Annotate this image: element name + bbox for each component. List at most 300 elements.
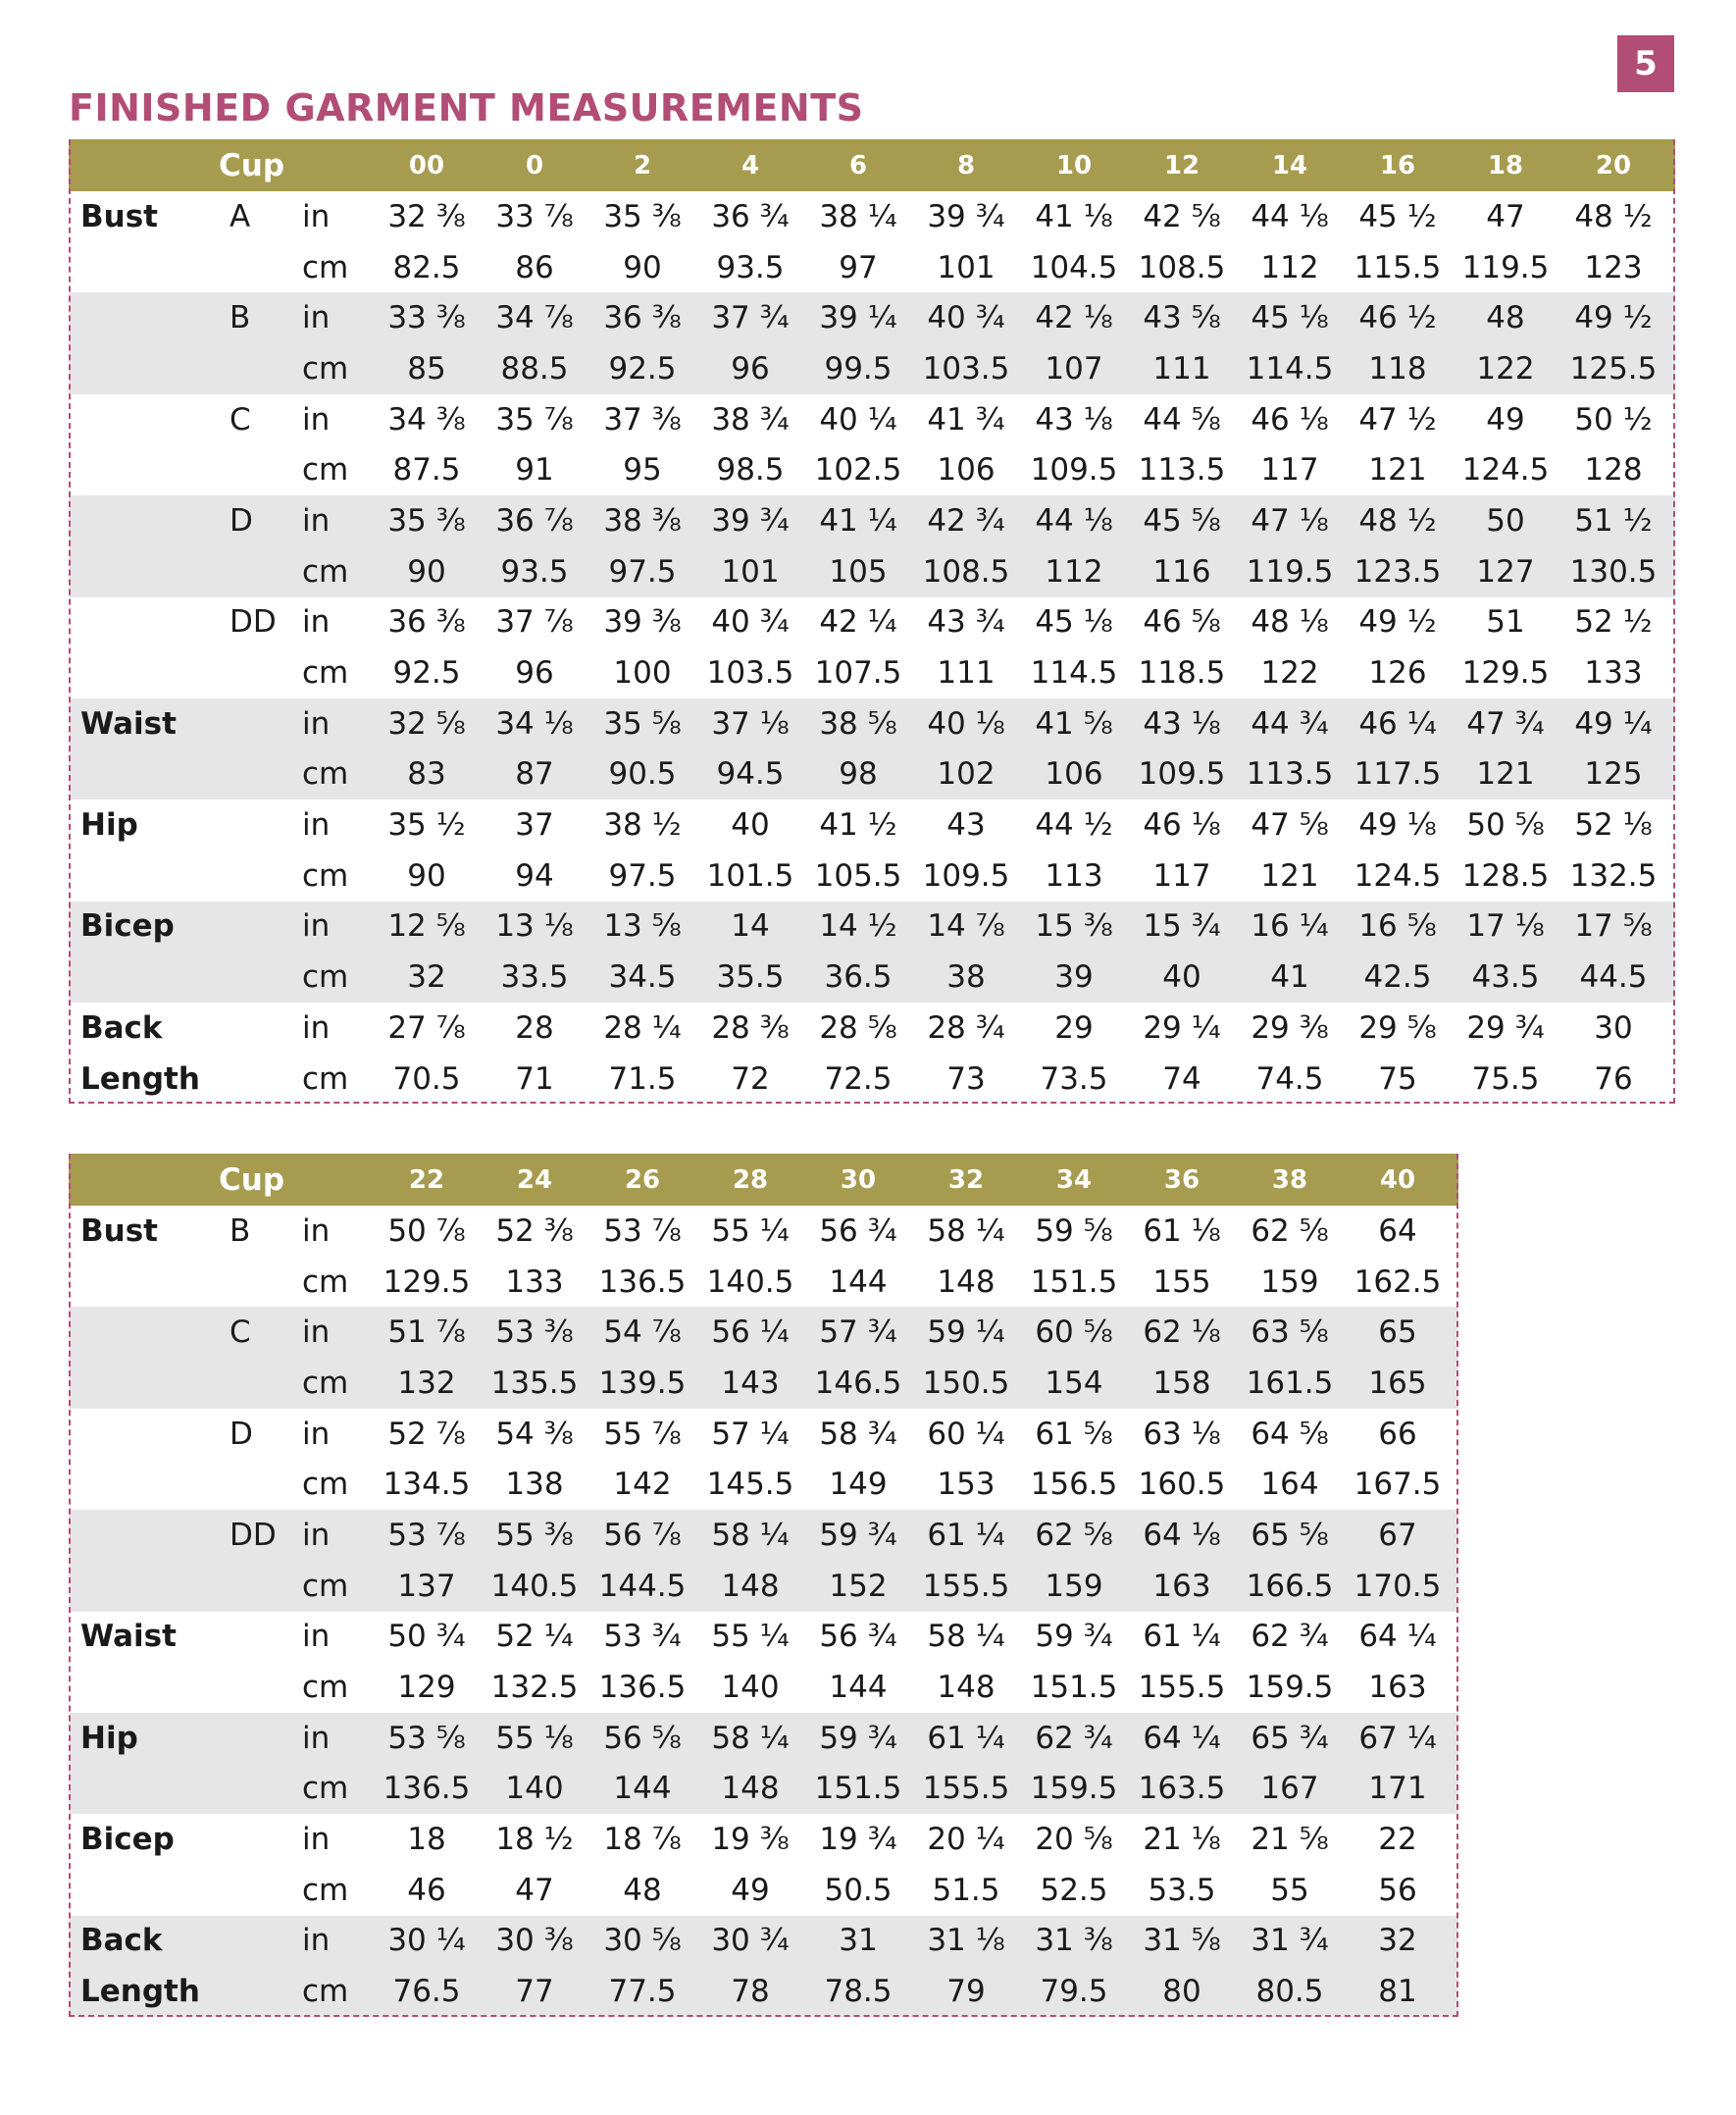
header-size-cell: 40 — [1379, 1164, 1416, 1195]
measurement-value: 163.5 — [1138, 1771, 1226, 1807]
unit-label: cm — [302, 857, 349, 894]
measurement-value: 100 — [613, 655, 672, 692]
measurement-value: 41 ¾ — [927, 401, 1005, 438]
header-size-cell: 34 — [1055, 1164, 1093, 1195]
measurement-value: 39 ¾ — [927, 198, 1005, 234]
table-row — [69, 647, 1675, 698]
measurement-value: 37 ⅞ — [495, 604, 574, 641]
measurement-value: 31 ⅛ — [927, 1923, 1005, 1959]
table-row — [69, 343, 1675, 394]
measurement-value: 52 ⅞ — [387, 1416, 466, 1452]
measurement-value: 119.5 — [1246, 553, 1334, 590]
measurement-value: 118 — [1368, 350, 1427, 387]
header-cup-label: Cup — [219, 1161, 285, 1198]
measurement-value: 65 ¾ — [1251, 1720, 1329, 1756]
unit-label: cm — [302, 1060, 349, 1097]
unit-label: in — [302, 401, 331, 438]
measurement-value: 29 ⅝ — [1358, 1009, 1437, 1046]
measurement-label: Length — [80, 1974, 200, 2010]
measurement-value: 37 ⅛ — [711, 705, 790, 742]
measurement-value: 101 — [721, 553, 780, 590]
measurement-value: 118.5 — [1138, 655, 1226, 692]
page-title: FINISHED GARMENT MEASUREMENTS — [69, 86, 864, 129]
measurement-value: 56 — [1378, 1872, 1417, 1908]
header-size-cell: 14 — [1271, 150, 1308, 181]
measurement-value: 107.5 — [814, 655, 902, 692]
measurement-label: Bicep — [80, 908, 175, 945]
measurement-value: 164 — [1260, 1467, 1319, 1503]
measurement-value: 48 — [623, 1872, 662, 1908]
measurement-value: 93.5 — [500, 553, 569, 590]
measurement-value: 75.5 — [1471, 1060, 1540, 1097]
unit-label: in — [302, 908, 331, 945]
measurement-value: 48 ½ — [1358, 502, 1437, 539]
measurement-value: 28 ⅜ — [711, 1009, 790, 1046]
measurement-value: 64 ⅛ — [1143, 1517, 1221, 1553]
measurement-value: 49 ½ — [1358, 604, 1437, 641]
measurement-value: 43 ⅛ — [1143, 705, 1221, 742]
measurement-label: Length — [80, 1060, 200, 1097]
measurement-value: 47 ¾ — [1466, 705, 1545, 742]
measurement-value: 58 ¼ — [927, 1212, 1005, 1249]
measurement-value: 103.5 — [706, 655, 794, 692]
measurement-value: 46 ¼ — [1358, 705, 1437, 742]
measurement-value: 64 ⅝ — [1251, 1416, 1329, 1452]
measurement-value: 58 ¼ — [927, 1619, 1005, 1655]
measurement-value: 52 ¼ — [495, 1619, 574, 1655]
measurement-value: 43.5 — [1471, 959, 1540, 996]
header-size-cell: 18 — [1487, 150, 1524, 181]
measurement-value: 106 — [937, 452, 996, 489]
cup-size-label: DD — [230, 604, 277, 641]
measurement-value: 127 — [1476, 553, 1535, 590]
measurement-value: 50 — [1486, 502, 1525, 539]
measurement-value: 142 — [613, 1467, 672, 1503]
measurement-value: 151.5 — [1030, 1264, 1118, 1300]
measurement-value: 55 — [1270, 1872, 1309, 1908]
measurement-value: 60 ⅝ — [1035, 1315, 1113, 1351]
table-row — [69, 1459, 1458, 1510]
measurement-value: 137 — [397, 1568, 456, 1604]
measurement-value: 61 ¼ — [1143, 1619, 1221, 1655]
measurement-value: 35 ⅞ — [495, 401, 574, 438]
measurement-value: 50.5 — [824, 1872, 893, 1908]
measurement-value: 170.5 — [1353, 1568, 1442, 1604]
table-row — [69, 1561, 1458, 1612]
measurement-value: 49 — [731, 1872, 770, 1908]
measurement-value: 59 ¾ — [1035, 1619, 1113, 1655]
measurement-value: 153 — [937, 1467, 996, 1503]
header-size-cell: 32 — [947, 1164, 985, 1195]
measurement-value: 139.5 — [598, 1365, 687, 1401]
measurement-value: 40 — [731, 807, 770, 844]
measurement-value: 42 ¾ — [927, 502, 1005, 539]
measurement-value: 39 ¾ — [711, 502, 790, 539]
measurement-value: 50 ½ — [1574, 401, 1653, 438]
measurement-value: 40 ¾ — [711, 604, 790, 641]
header-size-cell: 30 — [840, 1164, 877, 1195]
measurement-value: 30 ¼ — [387, 1923, 466, 1959]
measurement-value: 159.5 — [1030, 1771, 1118, 1807]
measurement-value: 99.5 — [824, 350, 893, 387]
measurement-value: 155.5 — [1138, 1670, 1226, 1706]
header-size-cell: 38 — [1271, 1164, 1308, 1195]
measurement-label: Back — [80, 1923, 163, 1959]
measurement-value: 111 — [1152, 350, 1211, 387]
measurement-value: 49 — [1486, 401, 1525, 438]
cup-size-label: A — [230, 198, 251, 234]
measurement-value: 31 — [839, 1923, 878, 1959]
measurement-value: 41 ⅛ — [1035, 198, 1113, 234]
measurement-value: 59 ¾ — [819, 1517, 897, 1553]
measurement-value: 53 ⅞ — [387, 1517, 466, 1553]
unit-label: cm — [302, 1568, 349, 1604]
measurement-value: 104.5 — [1030, 249, 1118, 285]
measurement-value: 101 — [937, 249, 996, 285]
measurement-value: 46 ½ — [1358, 300, 1437, 336]
unit-label: cm — [302, 553, 349, 590]
measurement-value: 63 ⅛ — [1143, 1416, 1221, 1452]
measurement-value: 38 ⅜ — [603, 502, 682, 539]
measurement-value: 32 ⅝ — [387, 705, 466, 742]
measurement-value: 121 — [1368, 452, 1427, 489]
unit-label: in — [302, 1315, 331, 1351]
unit-label: cm — [302, 1467, 349, 1503]
measurement-value: 63 ⅝ — [1251, 1315, 1329, 1351]
measurement-value: 28 ⅝ — [819, 1009, 897, 1046]
measurement-value: 30 ⅜ — [495, 1923, 574, 1959]
measurement-value: 17 ⅝ — [1574, 908, 1653, 945]
measurement-value: 97.5 — [608, 553, 677, 590]
measurement-value: 58 ¼ — [711, 1517, 790, 1553]
measurement-value: 28 ¼ — [603, 1009, 682, 1046]
measurement-value: 29 ⅜ — [1251, 1009, 1329, 1046]
measurement-value: 48 ⅛ — [1251, 604, 1329, 641]
measurement-value: 129.5 — [383, 1264, 471, 1300]
measurement-value: 42 ⅝ — [1143, 198, 1221, 234]
measurement-value: 148 — [937, 1264, 996, 1300]
measurement-value: 113 — [1045, 857, 1103, 894]
measurement-value: 64 ¼ — [1358, 1619, 1437, 1655]
measurement-value: 27 ⅞ — [387, 1009, 466, 1046]
measurement-value: 140.5 — [706, 1264, 794, 1300]
unit-label: cm — [302, 249, 349, 285]
measurement-value: 54 ⅞ — [603, 1315, 682, 1351]
measurement-value: 102.5 — [814, 452, 902, 489]
measurement-value: 28 ¾ — [927, 1009, 1005, 1046]
measurement-value: 62 ⅝ — [1251, 1212, 1329, 1249]
measurement-value: 161.5 — [1246, 1365, 1334, 1401]
cup-size-label: B — [230, 300, 251, 336]
measurement-value: 36 ⅜ — [387, 604, 466, 641]
unit-label: in — [302, 604, 331, 641]
header-size-cell: 10 — [1055, 150, 1093, 181]
measurement-value: 34 ⅛ — [495, 705, 574, 742]
measurement-value: 59 ⅝ — [1035, 1212, 1113, 1249]
measurement-value: 108.5 — [922, 553, 1010, 590]
measurement-value: 61 ¼ — [927, 1720, 1005, 1756]
measurement-value: 31 ⅝ — [1143, 1923, 1221, 1959]
measurement-value: 38 ¾ — [711, 401, 790, 438]
measurement-value: 36 ¾ — [711, 198, 790, 234]
measurement-value: 15 ⅜ — [1035, 908, 1113, 945]
measurement-value: 47 ⅛ — [1251, 502, 1329, 539]
measurement-value: 106 — [1045, 756, 1103, 793]
measurement-value: 133 — [1584, 655, 1643, 692]
measurement-value: 31 ¾ — [1251, 1923, 1329, 1959]
measurement-value: 53 ⅝ — [387, 1720, 466, 1756]
measurement-value: 152 — [829, 1568, 888, 1604]
measurement-value: 136.5 — [383, 1771, 471, 1807]
measurement-value: 38 ½ — [603, 807, 682, 844]
measurement-value: 38 ¼ — [819, 198, 897, 234]
measurement-value: 64 ¼ — [1143, 1720, 1221, 1756]
measurement-value: 79.5 — [1040, 1974, 1108, 2010]
unit-label: cm — [302, 655, 349, 692]
measurement-value: 22 — [1378, 1822, 1417, 1858]
measurement-value: 144 — [829, 1264, 888, 1300]
measurement-value: 132 — [397, 1365, 456, 1401]
table-row — [69, 1865, 1458, 1916]
header-size-cell: 12 — [1163, 150, 1200, 181]
unit-label: in — [302, 1009, 331, 1046]
measurement-value: 94.5 — [716, 756, 785, 793]
measurement-value: 46 — [407, 1872, 446, 1908]
measurement-value: 90.5 — [608, 756, 677, 793]
measurement-value: 36 ⅜ — [603, 300, 682, 336]
measurement-value: 16 ¼ — [1251, 908, 1329, 945]
measurement-value: 112 — [1260, 249, 1319, 285]
measurement-value: 70.5 — [392, 1060, 461, 1097]
measurement-value: 125 — [1584, 756, 1643, 793]
measurement-value: 146.5 — [814, 1365, 902, 1401]
measurement-value: 144.5 — [598, 1568, 687, 1604]
measurement-value: 15 ¾ — [1143, 908, 1221, 945]
measurement-label: Bust — [80, 1212, 158, 1249]
measurement-value: 122 — [1260, 655, 1319, 692]
measurement-value: 32 — [407, 959, 446, 996]
unit-label: in — [302, 300, 331, 336]
measurement-value: 109.5 — [1138, 756, 1226, 793]
measurement-value: 42 ¼ — [819, 604, 897, 641]
cup-size-label: B — [230, 1212, 251, 1249]
table-row — [69, 191, 1675, 242]
table-row — [69, 495, 1675, 546]
cup-size-label: D — [230, 1416, 253, 1452]
measurement-value: 163 — [1152, 1568, 1211, 1604]
measurement-value: 62 ¾ — [1035, 1720, 1113, 1756]
header-size-cell: 8 — [956, 150, 976, 181]
table-row — [69, 902, 1675, 953]
table-row — [69, 1257, 1458, 1308]
cup-size-label: D — [230, 502, 253, 539]
measurement-value: 48 — [1486, 300, 1525, 336]
measurement-value: 57 ¼ — [711, 1416, 790, 1452]
header-size-cell: 4 — [740, 150, 760, 181]
measurement-value: 21 ⅛ — [1143, 1822, 1221, 1858]
header-size-cell: 6 — [848, 150, 868, 181]
unit-label: in — [302, 1416, 331, 1452]
measurement-value: 81 — [1378, 1974, 1417, 2010]
table-row — [69, 1713, 1458, 1764]
measurement-value: 37 ⅜ — [603, 401, 682, 438]
measurement-value: 51.5 — [932, 1872, 1000, 1908]
measurement-value: 55 ⅜ — [495, 1517, 574, 1553]
measurement-value: 91 — [515, 452, 554, 489]
measurement-value: 43 ⅝ — [1143, 300, 1221, 336]
measurement-value: 32 — [1378, 1923, 1417, 1959]
measurement-value: 136.5 — [598, 1670, 687, 1706]
measurement-value: 42 ⅛ — [1035, 300, 1113, 336]
measurement-value: 19 ⅜ — [711, 1822, 790, 1858]
measurement-value: 71.5 — [608, 1060, 677, 1097]
measurement-value: 55 ¼ — [711, 1619, 790, 1655]
measurement-value: 79 — [946, 1974, 986, 2010]
measurement-label: Waist — [80, 1619, 177, 1655]
measurement-value: 50 ⅞ — [387, 1212, 466, 1249]
measurement-label: Waist — [80, 705, 177, 742]
measurement-value: 144 — [829, 1670, 888, 1706]
table-row — [69, 698, 1675, 749]
unit-label: cm — [302, 452, 349, 489]
measurement-value: 42.5 — [1363, 959, 1432, 996]
measurement-value: 58 ¼ — [711, 1720, 790, 1756]
measurement-value: 151.5 — [814, 1771, 902, 1807]
measurement-value: 109.5 — [922, 857, 1010, 894]
table-row — [69, 1814, 1458, 1865]
table-row — [69, 1003, 1675, 1054]
measurement-value: 13 ⅛ — [495, 908, 574, 945]
measurement-value: 41 ¼ — [819, 502, 897, 539]
measurement-value: 74 — [1162, 1060, 1201, 1097]
measurement-value: 132.5 — [490, 1670, 579, 1706]
measurement-value: 159.5 — [1246, 1670, 1334, 1706]
unit-label: in — [302, 198, 331, 234]
header-size-cell: 20 — [1595, 150, 1632, 181]
measurement-value: 61 ⅝ — [1035, 1416, 1113, 1452]
measurement-value: 29 ¼ — [1143, 1009, 1221, 1046]
measurement-value: 38 — [946, 959, 986, 996]
measurement-value: 34 ⅞ — [495, 300, 574, 336]
unit-label: cm — [302, 959, 349, 996]
measurement-value: 59 ¾ — [819, 1720, 897, 1756]
measurement-value: 155 — [1152, 1264, 1211, 1300]
measurement-value: 61 ⅛ — [1143, 1212, 1221, 1249]
measurement-value: 124.5 — [1461, 452, 1550, 489]
measurement-value: 33 ⅜ — [387, 300, 466, 336]
measurement-value: 140.5 — [490, 1568, 579, 1604]
measurement-value: 13 ⅝ — [603, 908, 682, 945]
measurement-value: 35 ⅜ — [387, 502, 466, 539]
measurement-value: 156.5 — [1030, 1467, 1118, 1503]
measurements-table-sizes-22-40 — [69, 1154, 1458, 2017]
measurement-value: 40 ¼ — [819, 401, 897, 438]
table-row — [69, 1662, 1458, 1713]
measurement-value: 54 ⅜ — [495, 1416, 574, 1452]
measurement-value: 40 — [1162, 959, 1201, 996]
header-size-cell: 16 — [1379, 150, 1416, 181]
header-size-cell: 28 — [732, 1164, 769, 1195]
measurement-value: 145.5 — [706, 1467, 794, 1503]
measurement-value: 45 ⅛ — [1251, 300, 1329, 336]
measurement-value: 123 — [1584, 249, 1643, 285]
measurement-value: 83 — [407, 756, 446, 793]
measurement-value: 29 ¾ — [1466, 1009, 1545, 1046]
measurement-value: 155.5 — [922, 1568, 1010, 1604]
table-row — [69, 394, 1675, 445]
measurement-value: 130.5 — [1569, 553, 1658, 590]
measurement-value: 144 — [613, 1771, 672, 1807]
measurement-value: 44 ½ — [1035, 807, 1113, 844]
measurement-value: 119.5 — [1461, 249, 1550, 285]
measurement-value: 40 ⅛ — [927, 705, 1005, 742]
header-size-cell: 36 — [1163, 1164, 1200, 1195]
measurement-value: 92.5 — [608, 350, 677, 387]
measurement-value: 117 — [1260, 452, 1319, 489]
measurement-value: 30 ⅝ — [603, 1923, 682, 1959]
measurement-value: 98 — [839, 756, 878, 793]
measurement-value: 56 ¼ — [711, 1315, 790, 1351]
measurement-value: 53.5 — [1148, 1872, 1216, 1908]
measurement-value: 62 ⅛ — [1143, 1315, 1221, 1351]
measurement-value: 124.5 — [1353, 857, 1442, 894]
measurement-value: 103.5 — [922, 350, 1010, 387]
unit-label: in — [302, 1517, 331, 1553]
measurement-value: 128 — [1584, 452, 1643, 489]
table-row — [69, 1764, 1458, 1815]
measurement-value: 37 ¾ — [711, 300, 790, 336]
measurement-value: 18 ½ — [495, 1822, 574, 1858]
measurement-value: 101.5 — [706, 857, 794, 894]
measurement-value: 43 — [946, 807, 986, 844]
measurement-value: 45 ½ — [1358, 198, 1437, 234]
measurement-value: 56 ¾ — [819, 1619, 897, 1655]
measurement-value: 41 ⅝ — [1035, 705, 1113, 742]
measurement-value: 19 ¾ — [819, 1822, 897, 1858]
measurement-value: 44 ⅛ — [1035, 502, 1113, 539]
measurement-value: 51 ⅞ — [387, 1315, 466, 1351]
unit-label: in — [302, 1720, 331, 1756]
table-row — [69, 444, 1675, 495]
measurement-value: 150.5 — [922, 1365, 1010, 1401]
measurement-value: 77 — [515, 1974, 554, 2010]
measurement-value: 128.5 — [1461, 857, 1550, 894]
cup-size-label: DD — [230, 1517, 277, 1553]
header-size-cell: 26 — [624, 1164, 661, 1195]
measurement-value: 96 — [731, 350, 770, 387]
table-row — [69, 1054, 1675, 1105]
measurement-value: 44.5 — [1579, 959, 1648, 996]
measurement-value: 113.5 — [1138, 452, 1226, 489]
measurement-value: 132.5 — [1569, 857, 1658, 894]
measurement-value: 18 — [407, 1822, 446, 1858]
header-cup-label: Cup — [219, 147, 285, 183]
table-row — [69, 851, 1675, 902]
measurement-value: 30 ¾ — [711, 1923, 790, 1959]
measurement-value: 67 — [1378, 1517, 1417, 1553]
measurement-value: 162.5 — [1353, 1264, 1442, 1300]
measurement-value: 40 ¾ — [927, 300, 1005, 336]
measurement-value: 31 ⅜ — [1035, 1923, 1113, 1959]
measurement-value: 160.5 — [1138, 1467, 1226, 1503]
measurement-value: 17 ⅛ — [1466, 908, 1545, 945]
measurement-value: 116 — [1152, 553, 1211, 590]
measurement-value: 97 — [839, 249, 878, 285]
measurement-value: 58 ¾ — [819, 1416, 897, 1452]
measurement-value: 129.5 — [1461, 655, 1550, 692]
measurement-value: 82.5 — [392, 249, 461, 285]
measurement-value: 51 ½ — [1574, 502, 1653, 539]
